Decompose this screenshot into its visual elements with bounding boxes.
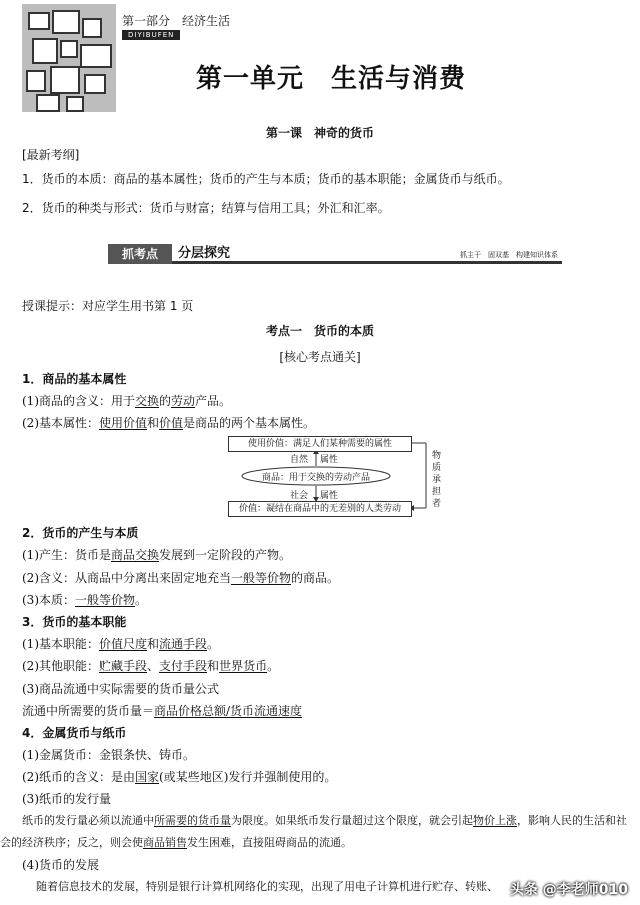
core-heading: [核心考点通关]	[279, 350, 361, 364]
banner-tagline: 抓主干 固双基 构建知识体系	[460, 251, 558, 259]
natural-label: 自然	[290, 455, 309, 465]
unit-title: 第一单元 生活与消费	[196, 64, 467, 94]
sec3-line2: (2)其他职能：贮藏手段、支付手段和世界货币。	[22, 659, 280, 673]
point-title: 考点一 货币的本质	[265, 324, 374, 338]
use-value-box: 使用价值：满足人们某种需要的属性	[228, 436, 412, 452]
sec1-line2: (2)基本属性：使用价值和价值是商品的两个基本属性。	[22, 416, 316, 430]
sec4-line4: 纸币的发行量必须以流通中所需要的货币量为限度。如果纸币发行量超过这个限度，就会引起物价上涨，影响人民的生活和社	[22, 814, 627, 827]
sec2-title: 2．货币的产生与本质	[22, 526, 139, 540]
outline-item-2: 2．货币的种类与形式：货币与财富；结算与信用工具；外汇和汇率。	[22, 201, 390, 215]
sec4-line6: (4)货币的发展	[22, 858, 99, 872]
sec3-line4: 流通中所需要的货币量＝商品价格总额/货币流通速度	[22, 704, 303, 718]
sec2-line2: (2)含义：从商品中分离出来固定地充当一般等价物的商品。	[22, 571, 340, 585]
banner-title: 分层探究	[178, 246, 231, 261]
banner-left-label: 抓考点	[108, 244, 172, 264]
sec2-line1: (1)产生：货币是商品交换发展到一定阶段的产物。	[22, 548, 292, 562]
social-label: 社会	[290, 491, 309, 501]
section-label: 第一部分 经济生活	[122, 14, 231, 28]
sec1-title: 1．商品的基本属性	[22, 372, 127, 386]
commodity-center: 商品：用于交换的劳动产品	[261, 473, 370, 483]
sec3-line1: (1)基本职能：价值尺度和流通手段。	[22, 637, 220, 651]
sec4-line7: 随着信息技术的发展，特别是银行计算机网络化的实现，出现了用电子计算机进行贮存、转账、	[36, 880, 498, 893]
sec4-line1: (1)金属货币：金银条快、铸币。	[22, 748, 195, 762]
social-attr-label: 属性	[320, 491, 339, 501]
teaching-hint: 授课提示：对应学生用书第 1 页	[22, 299, 194, 313]
outline-heading: [最新考纲]	[22, 148, 80, 162]
section-pinyin-tag: DIYIBUFEN	[122, 30, 180, 40]
outline-item-1: 1．货币的本质：商品的基本属性；货币的产生与本质；货币的基本职能；金属货币与纸币。	[22, 172, 510, 186]
unit-logo-graphic	[22, 4, 116, 112]
banner-rule	[172, 261, 562, 264]
section-banner	[108, 244, 562, 264]
natural-attr-label: 属性	[320, 455, 339, 465]
watermark: 头条 @李老师010	[509, 882, 628, 898]
commodity-attribute-diagram	[228, 436, 468, 516]
sec4-title: 4．金属货币与纸币	[22, 726, 127, 740]
value-box: 价值：凝结在商品中的无差别的人类劳动	[228, 501, 412, 517]
sec3-line3: (3)商品流通中实际需要的货币量公式	[22, 682, 219, 696]
sec1-line1: (1)商品的含义：用于交换的劳动产品。	[22, 394, 232, 408]
sec4-line2: (2)纸币的含义：是由国家(或某些地区)发行并强制使用的。	[22, 770, 337, 784]
material-carrier-label: 物质承担者	[432, 451, 442, 509]
sec4-line5: 会的经济秩序；反之，则会使商品销售发生困难，直接阻碍商品的流通。	[0, 836, 352, 849]
sec4-line3: (3)纸币的发行量	[22, 792, 111, 806]
lesson-title: 第一课 神奇的货币	[265, 126, 374, 140]
sec2-line3: (3)本质：一般等价物。	[22, 593, 148, 607]
sec3-title: 3．货币的基本职能	[22, 615, 127, 629]
